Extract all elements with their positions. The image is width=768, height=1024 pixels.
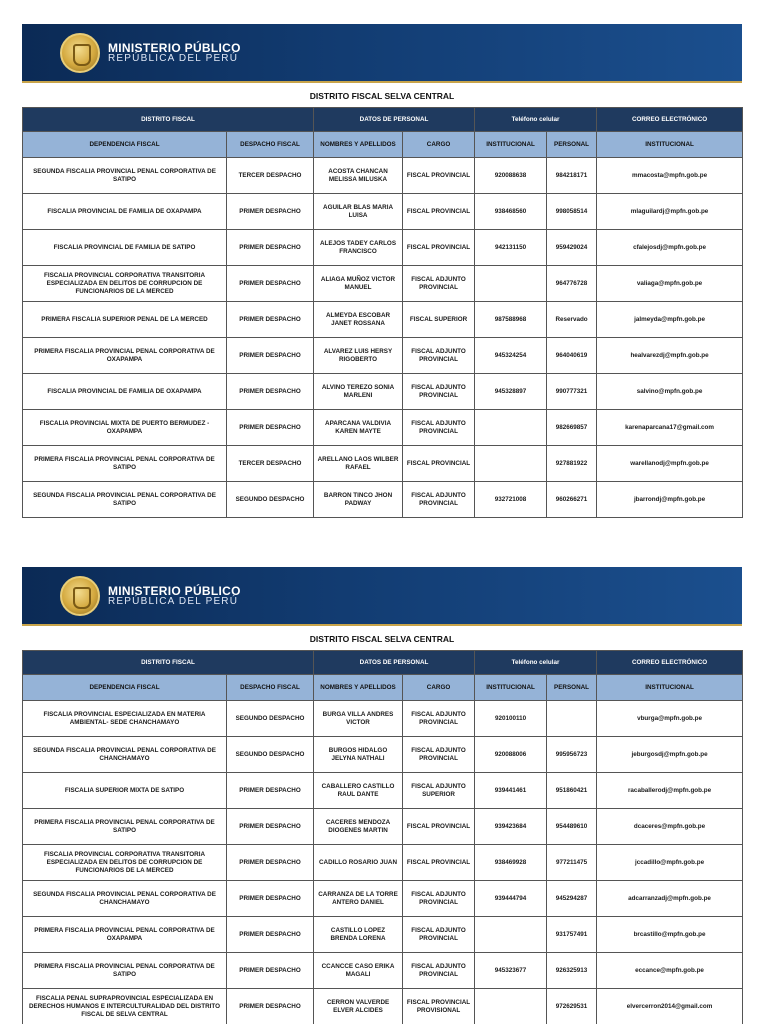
phone-personal-cell: 990777321 <box>547 374 597 410</box>
group-header: DISTRITO FISCAL <box>23 108 314 132</box>
brand-subtitle: REPÚBLICA DEL PERÚ <box>108 596 239 607</box>
directory-table <box>22 650 743 1024</box>
despacho-cell: PRIMER DESPACHO <box>227 773 314 809</box>
despacho-cell: SEGUNDO DESPACHO <box>227 737 314 773</box>
phone-personal-cell: 982669857 <box>547 410 597 446</box>
cargo-cell: FISCAL PROVINCIAL <box>403 230 475 266</box>
phone-institutional-cell <box>475 446 547 482</box>
email-link[interactable]: salvino@mpfn.gob.pe <box>597 374 743 410</box>
email-link[interactable]: mmacosta@mpfn.gob.pe <box>597 158 743 194</box>
despacho-cell: SEGUNDO DESPACHO <box>227 482 314 518</box>
cargo-cell: FISCAL SUPERIOR <box>403 302 475 338</box>
dependencia-cell: SEGUNDA FISCALIA PROVINCIAL PENAL CORPORATIVA DE CHANCHAMAYO <box>23 881 227 917</box>
column-header: NOMBRES Y APELLIDOS <box>314 132 403 158</box>
dependencia-cell: PRIMERA FISCALIA PROVINCIAL PENAL CORPORATIVA DE OXAPAMPA <box>23 917 227 953</box>
table-row <box>23 845 743 881</box>
despacho-cell: SEGUNDO DESPACHO <box>227 701 314 737</box>
phone-institutional-cell <box>475 410 547 446</box>
group-header: CORREO ELECTRÓNICO <box>597 651 743 675</box>
email-link[interactable]: brcastillo@mpfn.gob.pe <box>597 917 743 953</box>
name-cell: ALVINO TEREZO SONIA MARLENI <box>314 374 403 410</box>
name-cell: CASTILLO LOPEZ BRENDA LORENA <box>314 917 403 953</box>
name-cell: BARRON TINCO JHON PADWAY <box>314 482 403 518</box>
cargo-cell: FISCAL PROVINCIAL <box>403 845 475 881</box>
phone-personal-cell: 984218171 <box>547 158 597 194</box>
despacho-cell: PRIMER DESPACHO <box>227 917 314 953</box>
despacho-cell: PRIMER DESPACHO <box>227 953 314 989</box>
phone-institutional-cell: 938468560 <box>475 194 547 230</box>
despacho-cell: PRIMER DESPACHO <box>227 881 314 917</box>
phone-institutional-cell: 942131150 <box>475 230 547 266</box>
dependencia-cell: FISCALIA SUPERIOR MIXTA DE SATIPO <box>23 773 227 809</box>
table-row <box>23 194 743 230</box>
column-header: INSTITUCIONAL <box>597 132 743 158</box>
group-header: DISTRITO FISCAL <box>23 651 314 675</box>
phone-institutional-cell: 939441461 <box>475 773 547 809</box>
cargo-cell: FISCAL ADJUNTO PROVINCIAL <box>403 338 475 374</box>
despacho-cell: PRIMER DESPACHO <box>227 374 314 410</box>
email-link[interactable]: jalmeyda@mpfn.gob.pe <box>597 302 743 338</box>
despacho-cell: PRIMER DESPACHO <box>227 194 314 230</box>
despacho-cell: TERCER DESPACHO <box>227 158 314 194</box>
email-link[interactable]: elvercerron2014@gmail.com <box>597 989 743 1024</box>
cargo-cell: FISCAL ADJUNTO PROVINCIAL <box>403 266 475 302</box>
phone-institutional-cell: 945324254 <box>475 338 547 374</box>
dependencia-cell: PRIMERA FISCALIA PROVINCIAL PENAL CORPORATIVA DE SATIPO <box>23 446 227 482</box>
table-row <box>23 917 743 953</box>
email-link[interactable]: karenaparcana17@gmail.com <box>597 410 743 446</box>
phone-institutional-cell: 939444794 <box>475 881 547 917</box>
table-row <box>23 953 743 989</box>
phone-personal-cell: 964776728 <box>547 266 597 302</box>
name-cell: BURGA VILLA ANDRES VICTOR <box>314 701 403 737</box>
table-row <box>23 374 743 410</box>
cargo-cell: FISCAL ADJUNTO PROVINCIAL <box>403 701 475 737</box>
dependencia-cell: PRIMERA FISCALIA PROVINCIAL PENAL CORPORATIVA DE OXAPAMPA <box>23 338 227 374</box>
column-header: INSTITUCIONAL <box>597 675 743 701</box>
name-cell: CABALLERO CASTILLO RAUL DANTE <box>314 773 403 809</box>
phone-personal-cell: 960266271 <box>547 482 597 518</box>
column-header: NOMBRES Y APELLIDOS <box>314 675 403 701</box>
dependencia-cell: SEGUNDA FISCALIA PROVINCIAL PENAL CORPORATIVA DE SATIPO <box>23 482 227 518</box>
phone-institutional-cell: 945328897 <box>475 374 547 410</box>
phone-personal-cell: 995956723 <box>547 737 597 773</box>
phone-institutional-cell: 939423684 <box>475 809 547 845</box>
phone-personal-cell: 964040619 <box>547 338 597 374</box>
phone-institutional-cell: 932721008 <box>475 482 547 518</box>
phone-institutional-cell: 945323677 <box>475 953 547 989</box>
group-header: DATOS DE PERSONAL <box>314 651 475 675</box>
table-row <box>23 809 743 845</box>
phone-personal-cell: 951860421 <box>547 773 597 809</box>
table-row <box>23 737 743 773</box>
cargo-cell: FISCAL ADJUNTO PROVINCIAL <box>403 482 475 518</box>
cargo-cell: FISCAL PROVINCIAL PROVISIONAL <box>403 989 475 1024</box>
column-header-row <box>23 132 743 158</box>
phone-personal-cell: 926325913 <box>547 953 597 989</box>
phone-personal-cell: Reservado <box>547 302 597 338</box>
phone-personal-cell: 927881922 <box>547 446 597 482</box>
column-header: DEPENDENCIA FISCAL <box>23 675 227 701</box>
email-link[interactable]: dcaceres@mpfn.gob.pe <box>597 809 743 845</box>
cargo-cell: FISCAL ADJUNTO PROVINCIAL <box>403 410 475 446</box>
name-cell: CACERES MENDOZA DIOGENES MARTIN <box>314 809 403 845</box>
dependencia-cell: FISCALIA PENAL SUPRAPROVINCIAL ESPECIALIZADA EN DERECHOS HUMANOS E INTERCULTURALIDAD DEL DISTRITO FISCAL DE SELVA CENTRAL <box>23 989 227 1024</box>
cargo-cell: FISCAL ADJUNTO PROVINCIAL <box>403 881 475 917</box>
email-link[interactable]: cfalejosdj@mpfn.gob.pe <box>597 230 743 266</box>
coat-of-arms-icon <box>60 576 100 616</box>
phone-institutional-cell: 920088638 <box>475 158 547 194</box>
table-row <box>23 881 743 917</box>
cargo-cell: FISCAL PROVINCIAL <box>403 158 475 194</box>
name-cell: ALMEYDA ESCOBAR JANET ROSSANA <box>314 302 403 338</box>
phone-personal-cell: 998058514 <box>547 194 597 230</box>
table-row <box>23 158 743 194</box>
phone-personal-cell: 959429024 <box>547 230 597 266</box>
brand-subtitle: REPÚBLICA DEL PERÚ <box>108 53 239 64</box>
name-cell: AGUILAR BLAS MARIA LUISA <box>314 194 403 230</box>
section-title: DISTRITO FISCAL SELVA CENTRAL <box>309 634 455 644</box>
cargo-cell: FISCAL ADJUNTO PROVINCIAL <box>403 737 475 773</box>
despacho-cell: PRIMER DESPACHO <box>227 338 314 374</box>
cargo-cell: FISCAL PROVINCIAL <box>403 809 475 845</box>
dependencia-cell: PRIMERA FISCALIA PROVINCIAL PENAL CORPORATIVA DE SATIPO <box>23 809 227 845</box>
name-cell: CERRON VALVERDE ELVER ALCIDES <box>314 989 403 1024</box>
dependencia-cell: SEGUNDA FISCALIA PROVINCIAL PENAL CORPORATIVA DE SATIPO <box>23 158 227 194</box>
table-row <box>23 266 743 302</box>
dependencia-cell: PRIMERA FISCALIA PROVINCIAL PENAL CORPORATIVA DE SATIPO <box>23 953 227 989</box>
dependencia-cell: PRIMERA FISCALIA SUPERIOR PENAL DE LA MERCED <box>23 302 227 338</box>
name-cell: APARCANA VALDIVIA KAREN MAYTE <box>314 410 403 446</box>
brand-title: MINISTERIO PÚBLICO <box>108 41 241 55</box>
cargo-cell: FISCAL ADJUNTO SUPERIOR <box>403 773 475 809</box>
despacho-cell: TERCER DESPACHO <box>227 446 314 482</box>
email-link[interactable]: eccance@mpfn.gob.pe <box>597 953 743 989</box>
column-header: PERSONAL <box>547 132 597 158</box>
phone-personal-cell <box>547 701 597 737</box>
brand-block <box>108 43 241 64</box>
column-header: DEPENDENCIA FISCAL <box>23 132 227 158</box>
phone-institutional-cell <box>475 989 547 1024</box>
despacho-cell: PRIMER DESPACHO <box>227 845 314 881</box>
column-header: DESPACHO FISCAL <box>227 132 314 158</box>
column-header-row <box>23 675 743 701</box>
name-cell: ALVAREZ LUIS HERSY RIGOBERTO <box>314 338 403 374</box>
group-header: CORREO ELECTRÓNICO <box>597 108 743 132</box>
name-cell: CARRANZA DE LA TORRE ANTERO DANIEL <box>314 881 403 917</box>
phone-personal-cell: 945294287 <box>547 881 597 917</box>
email-link[interactable]: jccadillo@mpfn.gob.pe <box>597 845 743 881</box>
phone-institutional-cell <box>475 266 547 302</box>
group-header-row <box>23 651 743 675</box>
dependencia-cell: FISCALIA PROVINCIAL DE FAMILIA DE OXAPAMPA <box>23 374 227 410</box>
column-header: INSTITUCIONAL <box>475 132 547 158</box>
dependencia-cell: FISCALIA PROVINCIAL DE FAMILIA DE SATIPO <box>23 230 227 266</box>
dependencia-cell: FISCALIA PROVINCIAL ESPECIALIZADA EN MATERIA AMBIENTAL- SEDE CHANCHAMAYO <box>23 701 227 737</box>
despacho-cell: PRIMER DESPACHO <box>227 266 314 302</box>
phone-institutional-cell <box>475 917 547 953</box>
phone-institutional-cell: 987588968 <box>475 302 547 338</box>
group-header: Teléfono celular <box>475 651 597 675</box>
email-link[interactable]: vburga@mpfn.gob.pe <box>597 701 743 737</box>
section-title: DISTRITO FISCAL SELVA CENTRAL <box>309 91 455 101</box>
phone-institutional-cell: 920100110 <box>475 701 547 737</box>
dependencia-cell: FISCALIA PROVINCIAL CORPORATIVA TRANSITORIA ESPECIALIZADA EN DELITOS DE CORRUPCION DE FUNCIONARIOS DE LA MERCED <box>23 845 227 881</box>
name-cell: BURGOS HIDALGO JELYNA NATHALI <box>314 737 403 773</box>
phone-institutional-cell: 938469928 <box>475 845 547 881</box>
column-header: CARGO <box>403 675 475 701</box>
table-row <box>23 773 743 809</box>
phone-personal-cell: 931757491 <box>547 917 597 953</box>
email-link[interactable]: healvarezdj@mpfn.gob.pe <box>597 338 743 374</box>
phone-personal-cell: 954489610 <box>547 809 597 845</box>
email-link[interactable]: jeburgosdj@mpfn.gob.pe <box>597 737 743 773</box>
despacho-cell: PRIMER DESPACHO <box>227 302 314 338</box>
dependencia-cell: FISCALIA PROVINCIAL MIXTA DE PUERTO BERMUDEZ - OXAPAMPA <box>23 410 227 446</box>
cargo-cell: FISCAL PROVINCIAL <box>403 194 475 230</box>
cargo-cell: FISCAL ADJUNTO PROVINCIAL <box>403 917 475 953</box>
directory-table <box>22 107 743 518</box>
cargo-cell: FISCAL ADJUNTO PROVINCIAL <box>403 953 475 989</box>
dependencia-cell: SEGUNDA FISCALIA PROVINCIAL PENAL CORPORATIVA DE CHANCHAMAYO <box>23 737 227 773</box>
header-banner <box>22 24 742 83</box>
phone-institutional-cell: 920088006 <box>475 737 547 773</box>
email-link[interactable]: jbarrondj@mpfn.gob.pe <box>597 482 743 518</box>
table-row <box>23 446 743 482</box>
coat-of-arms-icon <box>60 33 100 73</box>
phone-personal-cell: 972629531 <box>547 989 597 1024</box>
dependencia-cell: FISCALIA PROVINCIAL CORPORATIVA TRANSITORIA ESPECIALIZADA EN DELITOS DE CORRUPCION DE FUNCIONARIOS DE LA MERCED <box>23 266 227 302</box>
brand-block <box>108 586 241 607</box>
group-header: DATOS DE PERSONAL <box>314 108 475 132</box>
phone-personal-cell: 977211475 <box>547 845 597 881</box>
table-row <box>23 482 743 518</box>
brand-title: MINISTERIO PÚBLICO <box>108 584 241 598</box>
despacho-cell: PRIMER DESPACHO <box>227 230 314 266</box>
group-header: Teléfono celular <box>475 108 597 132</box>
table-row <box>23 701 743 737</box>
dependencia-cell: FISCALIA PROVINCIAL DE FAMILIA DE OXAPAMPA <box>23 194 227 230</box>
column-header: INSTITUCIONAL <box>475 675 547 701</box>
column-header: DESPACHO FISCAL <box>227 675 314 701</box>
despacho-cell: PRIMER DESPACHO <box>227 989 314 1024</box>
table-row <box>23 989 743 1024</box>
email-link[interactable]: warellanodj@mpfn.gob.pe <box>597 446 743 482</box>
table-row <box>23 230 743 266</box>
header-banner <box>22 567 742 626</box>
group-header-row <box>23 108 743 132</box>
email-link[interactable]: mlaguilardj@mpfn.gob.pe <box>597 194 743 230</box>
name-cell: ACOSTA CHANCAN MELISSA MILUSKA <box>314 158 403 194</box>
email-link[interactable]: adcarranzadj@mpfn.gob.pe <box>597 881 743 917</box>
name-cell: ALIAGA MUÑOZ VICTOR MANUEL <box>314 266 403 302</box>
cargo-cell: FISCAL ADJUNTO PROVINCIAL <box>403 374 475 410</box>
column-header: CARGO <box>403 132 475 158</box>
column-header: PERSONAL <box>547 675 597 701</box>
table-row <box>23 302 743 338</box>
table-row <box>23 410 743 446</box>
email-link[interactable]: valiaga@mpfn.gob.pe <box>597 266 743 302</box>
name-cell: ARELLANO LAOS WILBER RAFAEL <box>314 446 403 482</box>
despacho-cell: PRIMER DESPACHO <box>227 809 314 845</box>
name-cell: CADILLO ROSARIO JUAN <box>314 845 403 881</box>
email-link[interactable]: racaballerodj@mpfn.gob.pe <box>597 773 743 809</box>
cargo-cell: FISCAL PROVINCIAL <box>403 446 475 482</box>
name-cell: CCANCCE CASO ERIKA MAGALI <box>314 953 403 989</box>
name-cell: ALEJOS TADEY CARLOS FRANCISCO <box>314 230 403 266</box>
despacho-cell: PRIMER DESPACHO <box>227 410 314 446</box>
table-row <box>23 338 743 374</box>
